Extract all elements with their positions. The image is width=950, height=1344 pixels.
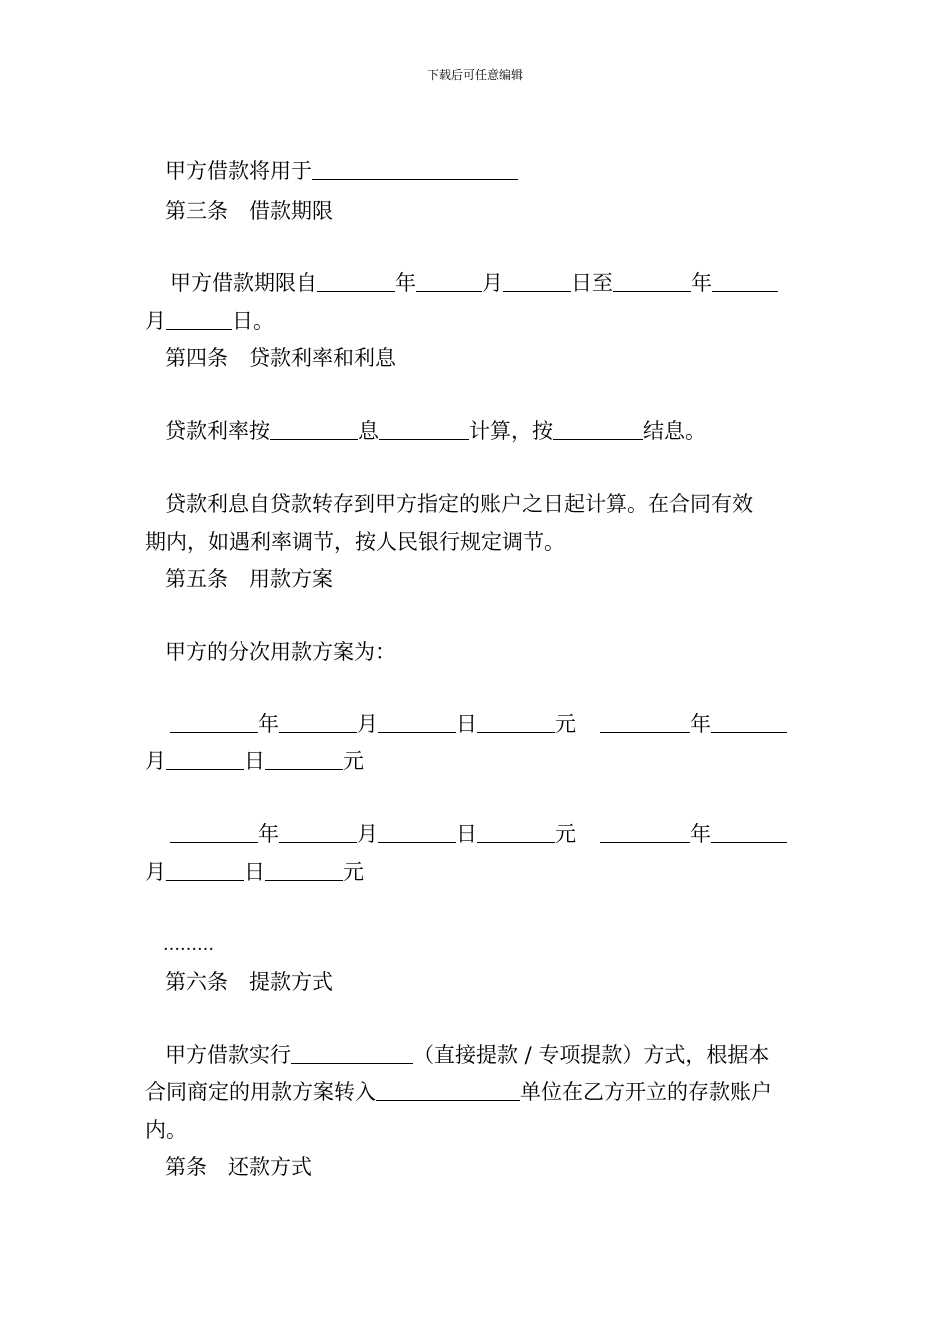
year-label: 年	[395, 271, 416, 295]
article-7-title: 第条 还款方式	[165, 1155, 312, 1179]
plan-amount-blank[interactable]	[265, 749, 343, 770]
month-label: 月	[145, 860, 166, 884]
term-line-1	[170, 270, 778, 296]
plan-amount-blank[interactable]	[477, 822, 555, 843]
term-line-2	[145, 308, 274, 334]
withdraw-text-4: 单位在乙方开立的存款账户	[520, 1080, 772, 1104]
plan-row-1-line-2	[145, 748, 364, 774]
day-label: 日	[456, 712, 477, 736]
withdraw-line-1	[165, 1042, 769, 1068]
month-label: 月	[482, 271, 503, 295]
day-label: 日	[456, 822, 477, 846]
ellipsis: ………	[163, 935, 214, 955]
year-label: 年	[690, 822, 711, 846]
plan-day-blank[interactable]	[166, 749, 244, 770]
plan-month-blank[interactable]	[711, 712, 787, 733]
settle-label: 结息。	[643, 419, 706, 443]
term-start-year-blank[interactable]	[317, 271, 395, 292]
rate-by-text: 贷款利率按	[165, 419, 270, 443]
purpose-blank[interactable]	[312, 159, 518, 180]
yuan-label: 元	[555, 712, 576, 736]
plan-day-blank[interactable]	[378, 712, 456, 733]
plan-amount-blank[interactable]	[477, 712, 555, 733]
plan-year-blank[interactable]	[600, 822, 690, 843]
interest-calc-line-2: 期内，如遇利率调节，按人民银行规定调节。	[145, 530, 565, 554]
purpose-line	[165, 158, 518, 184]
plan-day-blank[interactable]	[378, 822, 456, 843]
plan-intro: 甲方的分次用款方案为：	[165, 640, 396, 664]
plan-row-2-line-1	[170, 821, 787, 847]
header-note: 下载后可任意编辑	[426, 68, 523, 82]
day-label: 日	[244, 749, 265, 773]
withdraw-unit-blank[interactable]	[376, 1080, 520, 1101]
withdraw-text-1: 甲方借款实行	[165, 1043, 291, 1067]
plan-year-blank[interactable]	[170, 822, 258, 843]
year-label: 年	[258, 712, 279, 736]
yuan-label: 元	[343, 749, 364, 773]
plan-year-blank[interactable]	[170, 712, 258, 733]
calc-label: 计算，按	[469, 419, 553, 443]
month-label: 月	[357, 712, 378, 736]
term-end-day-blank[interactable]	[166, 309, 232, 330]
year-label: 年	[258, 822, 279, 846]
plan-day-blank[interactable]	[166, 860, 244, 881]
interest-calc-line-1: 贷款利息自贷款转存到甲方指定的账户之日起计算。在合同有效	[165, 492, 753, 516]
article-6-title: 第六条 提款方式	[165, 970, 333, 994]
day-to-label: 日至	[571, 271, 613, 295]
rate-line	[165, 418, 706, 444]
term-end-year-blank[interactable]	[613, 271, 691, 292]
article-5-title: 第五条 用款方案	[165, 567, 333, 591]
yuan-label: 元	[343, 860, 364, 884]
article-4-title: 第四条 贷款利率和利息	[165, 346, 396, 370]
year-label: 年	[690, 712, 711, 736]
withdraw-line-3: 内。	[145, 1118, 187, 1142]
term-start-day-blank[interactable]	[503, 271, 571, 292]
settle-period-blank[interactable]	[553, 419, 643, 440]
plan-row-1-line-1	[170, 711, 787, 737]
plan-amount-blank[interactable]	[265, 860, 343, 881]
month-label: 月	[357, 822, 378, 846]
term-end-month-blank[interactable]	[712, 271, 778, 292]
rate-blank[interactable]	[270, 419, 358, 440]
plan-month-blank[interactable]	[279, 712, 357, 733]
withdraw-text-2: （直接提款 / 专项提款）方式，根据本	[413, 1043, 770, 1067]
article-3-title: 第三条 借款期限	[165, 199, 333, 223]
interest-label: 息	[358, 419, 379, 443]
month-label: 月	[145, 309, 166, 333]
day-label: 日	[244, 860, 265, 884]
plan-month-blank[interactable]	[279, 822, 357, 843]
yuan-label: 元	[555, 822, 576, 846]
withdraw-line-2	[145, 1079, 772, 1105]
plan-year-blank[interactable]	[600, 712, 690, 733]
interest-type-blank[interactable]	[379, 419, 469, 440]
plan-row-2-line-2	[145, 859, 364, 885]
year-label: 年	[691, 271, 712, 295]
day-end-label: 日。	[232, 309, 274, 333]
month-label: 月	[145, 749, 166, 773]
term-from-text: 甲方借款期限自	[170, 271, 317, 295]
plan-month-blank[interactable]	[711, 822, 787, 843]
withdraw-text-3: 合同商定的用款方案转入	[145, 1080, 376, 1104]
purpose-label: 甲方借款将用于	[165, 159, 312, 183]
withdraw-method-blank[interactable]	[291, 1043, 413, 1064]
term-start-month-blank[interactable]	[416, 271, 482, 292]
